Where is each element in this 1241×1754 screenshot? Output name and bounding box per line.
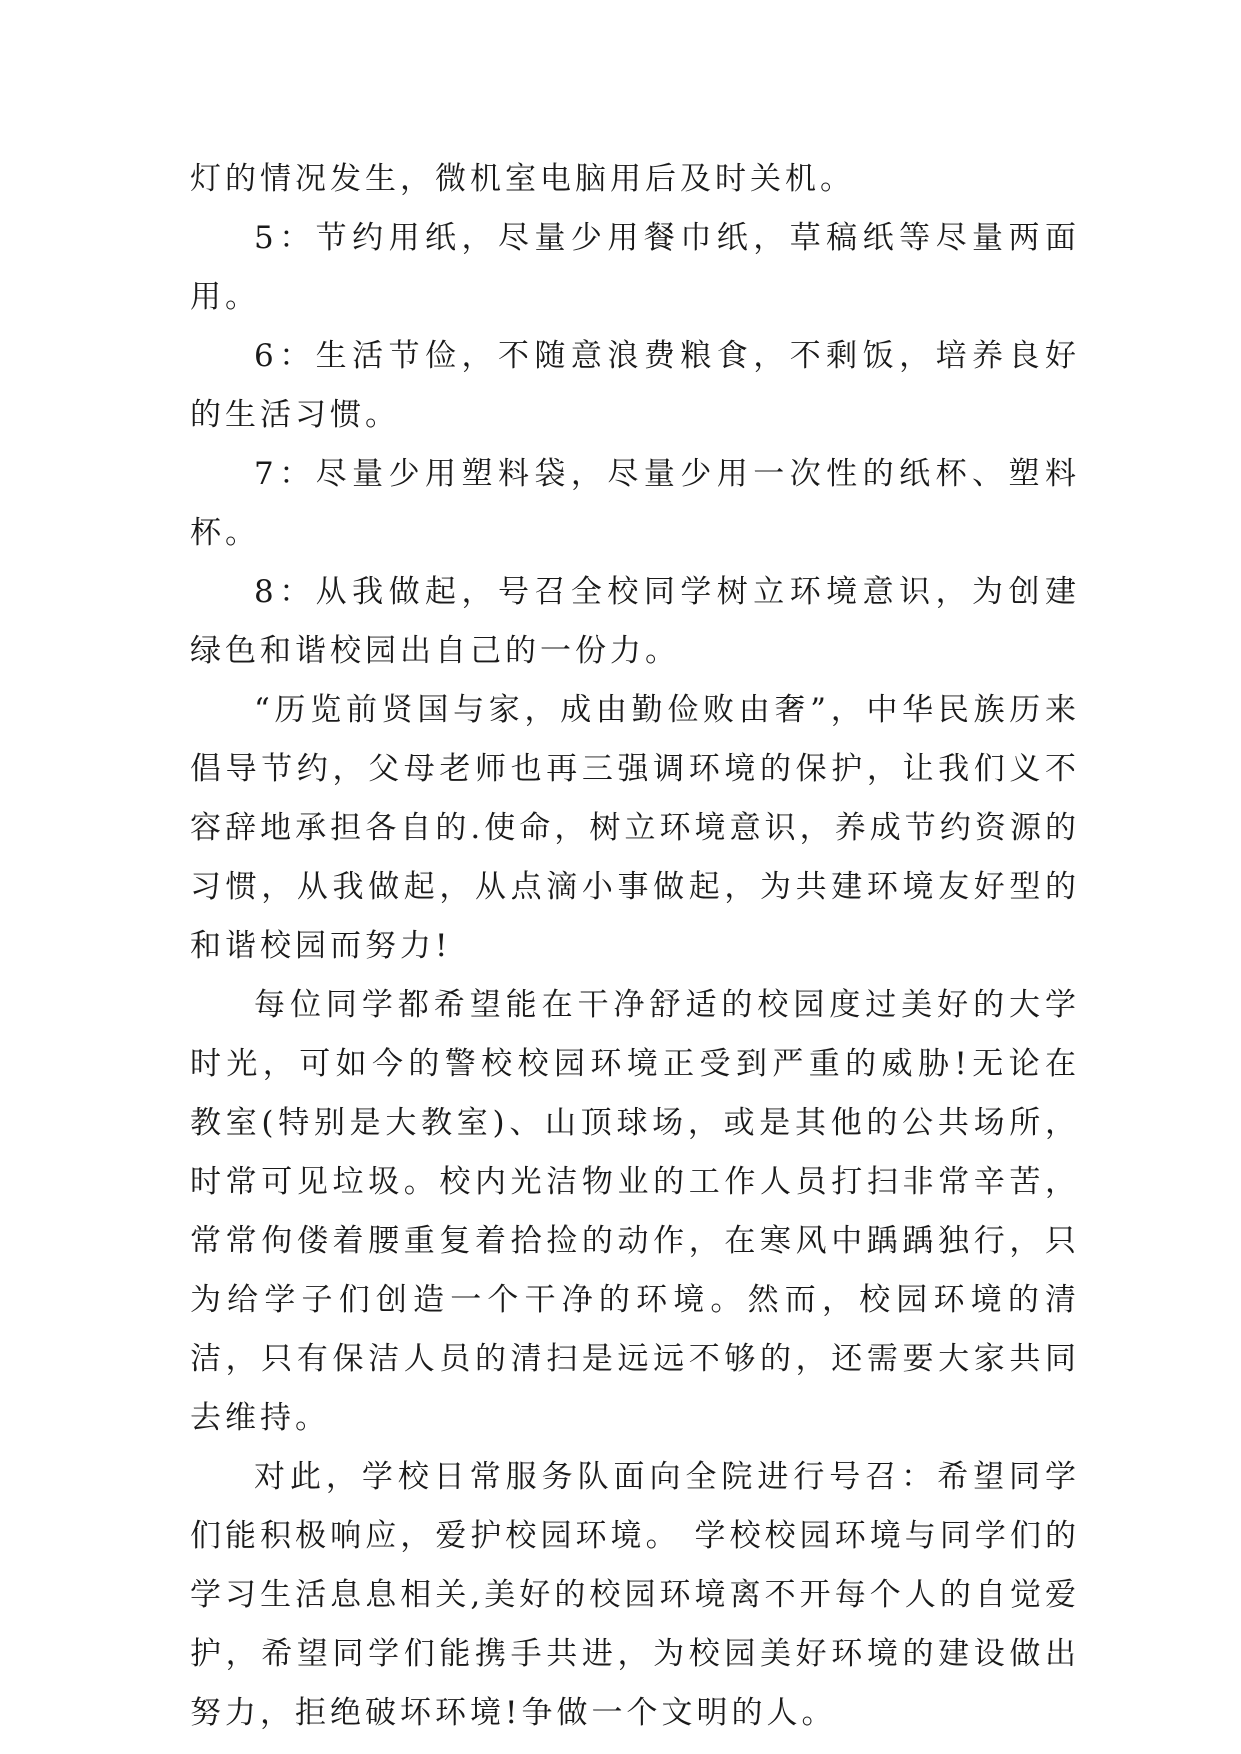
paragraph-4: 7：尽量少用塑料袋，尽量少用一次性的纸杯、塑料杯。 <box>190 456 1080 551</box>
paragraph-8: 对此，学校日常服务队面向全院进行号召：希望同学们能积极响应，爱护校园环境。 学校校园环境与同学们的学习生活息息相关,美好的校园环境离不开每个人的自觉爱护，希望同学们能携手共进，为校园美好环境的建设做出努力，拒绝破坏环境!争做一个文明的人。 <box>190 1459 1080 1731</box>
paragraph-6: “历览前贤国与家，成由勤俭败由奢”，中华民族历来倡导节约，父母老师也再三强调环境的保护，让我们义不容辞地承担各自的.使命，树立环境意识，养成节约资源的习惯，从我做起，从点滴小事做起，为共建环境友好型的和谐校园而努力! <box>190 692 1080 964</box>
paragraph-2: 5：节约用纸，尽量少用餐巾纸，草稿纸等尽量两面用。 <box>190 220 1080 315</box>
paragraph-5: 8：从我做起，号召全校同学树立环境意识，为创建绿色和谐校园出自己的一份力。 <box>190 574 1080 669</box>
document-body <box>190 150 1080 1743</box>
paragraph-3: 6：生活节俭，不随意浪费粮食，不剩饭，培养良好的生活习惯。 <box>190 338 1080 433</box>
paragraph-7: 每位同学都希望能在干净舒适的校园度过美好的大学时光，可如今的警校校园环境正受到严重的威胁!无论在教室(特别是大教室)、山顶球场，或是其他的公共场所，时常可见垃圾。校内光洁物业的工作人员打扫非常辛苦，常常佝偻着腰重复着拾捡的动作，在寒风中踽踽独行，只为给学子们创造一个干净的环境。然而，校园环境的清洁，只有保洁人员的清扫是远远不够的，还需要大家共同去维持。 <box>190 987 1080 1436</box>
paragraph-1: 灯的情况发生，微机室电脑用后及时关机。 <box>190 161 855 197</box>
